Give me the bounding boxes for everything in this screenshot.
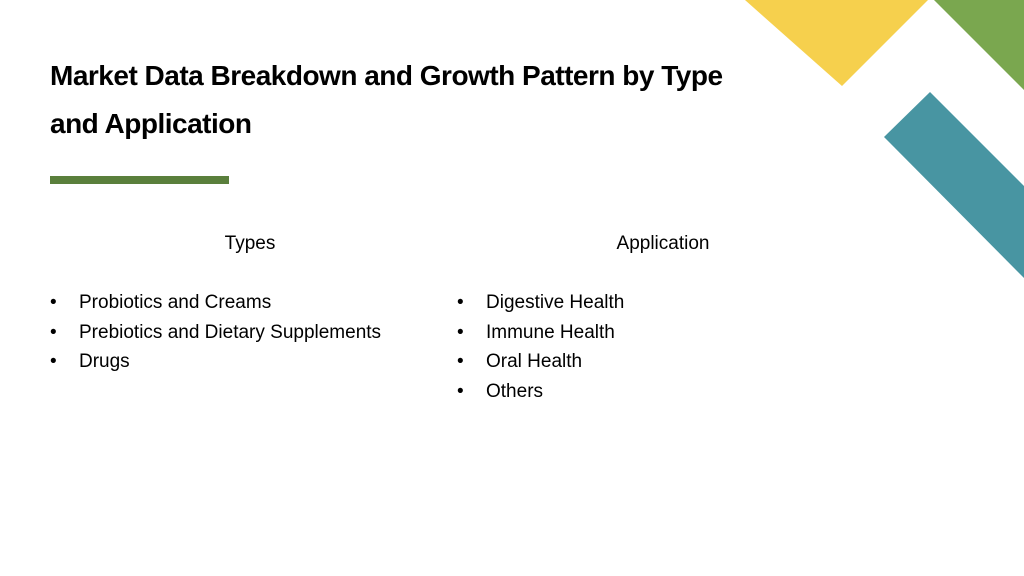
teal-stripe-shape bbox=[884, 92, 1024, 278]
types-list bbox=[50, 288, 450, 377]
types-heading: Types bbox=[224, 233, 276, 254]
list-item bbox=[457, 318, 857, 348]
page-title-line-1: Market Data Breakdown and Growth Pattern by Type bbox=[50, 60, 723, 91]
list-item bbox=[50, 288, 450, 318]
bullet-icon: • bbox=[457, 292, 464, 313]
bullet-icon: • bbox=[50, 321, 57, 343]
list-item-text: Probiotics and Creams bbox=[79, 292, 272, 313]
list-item-text: Drugs bbox=[79, 351, 130, 372]
list-item-text: Digestive Health bbox=[486, 292, 625, 313]
list-item bbox=[457, 347, 857, 377]
bullet-icon: • bbox=[457, 351, 464, 372]
list-item bbox=[50, 318, 450, 348]
title-underline-bar bbox=[50, 176, 229, 184]
bullet-icon: • bbox=[50, 351, 57, 372]
list-item-text: Prebiotics and Dietary Supplements bbox=[79, 321, 382, 343]
application-heading: Application bbox=[616, 233, 710, 254]
list-item bbox=[50, 347, 450, 377]
list-item-text: Others bbox=[486, 380, 544, 402]
bullet-icon: • bbox=[50, 292, 57, 313]
bullet-icon: • bbox=[457, 380, 464, 402]
green-triangle-shape bbox=[934, 0, 1024, 90]
page-title bbox=[50, 52, 850, 148]
bullet-icon: • bbox=[457, 321, 464, 343]
application-list bbox=[457, 288, 857, 406]
list-item-text: Immune Health bbox=[486, 321, 615, 343]
page-title-line-2: and Application bbox=[50, 108, 252, 139]
list-item bbox=[457, 288, 857, 318]
list-item-text: Oral Health bbox=[486, 351, 583, 372]
list-item bbox=[457, 377, 857, 407]
